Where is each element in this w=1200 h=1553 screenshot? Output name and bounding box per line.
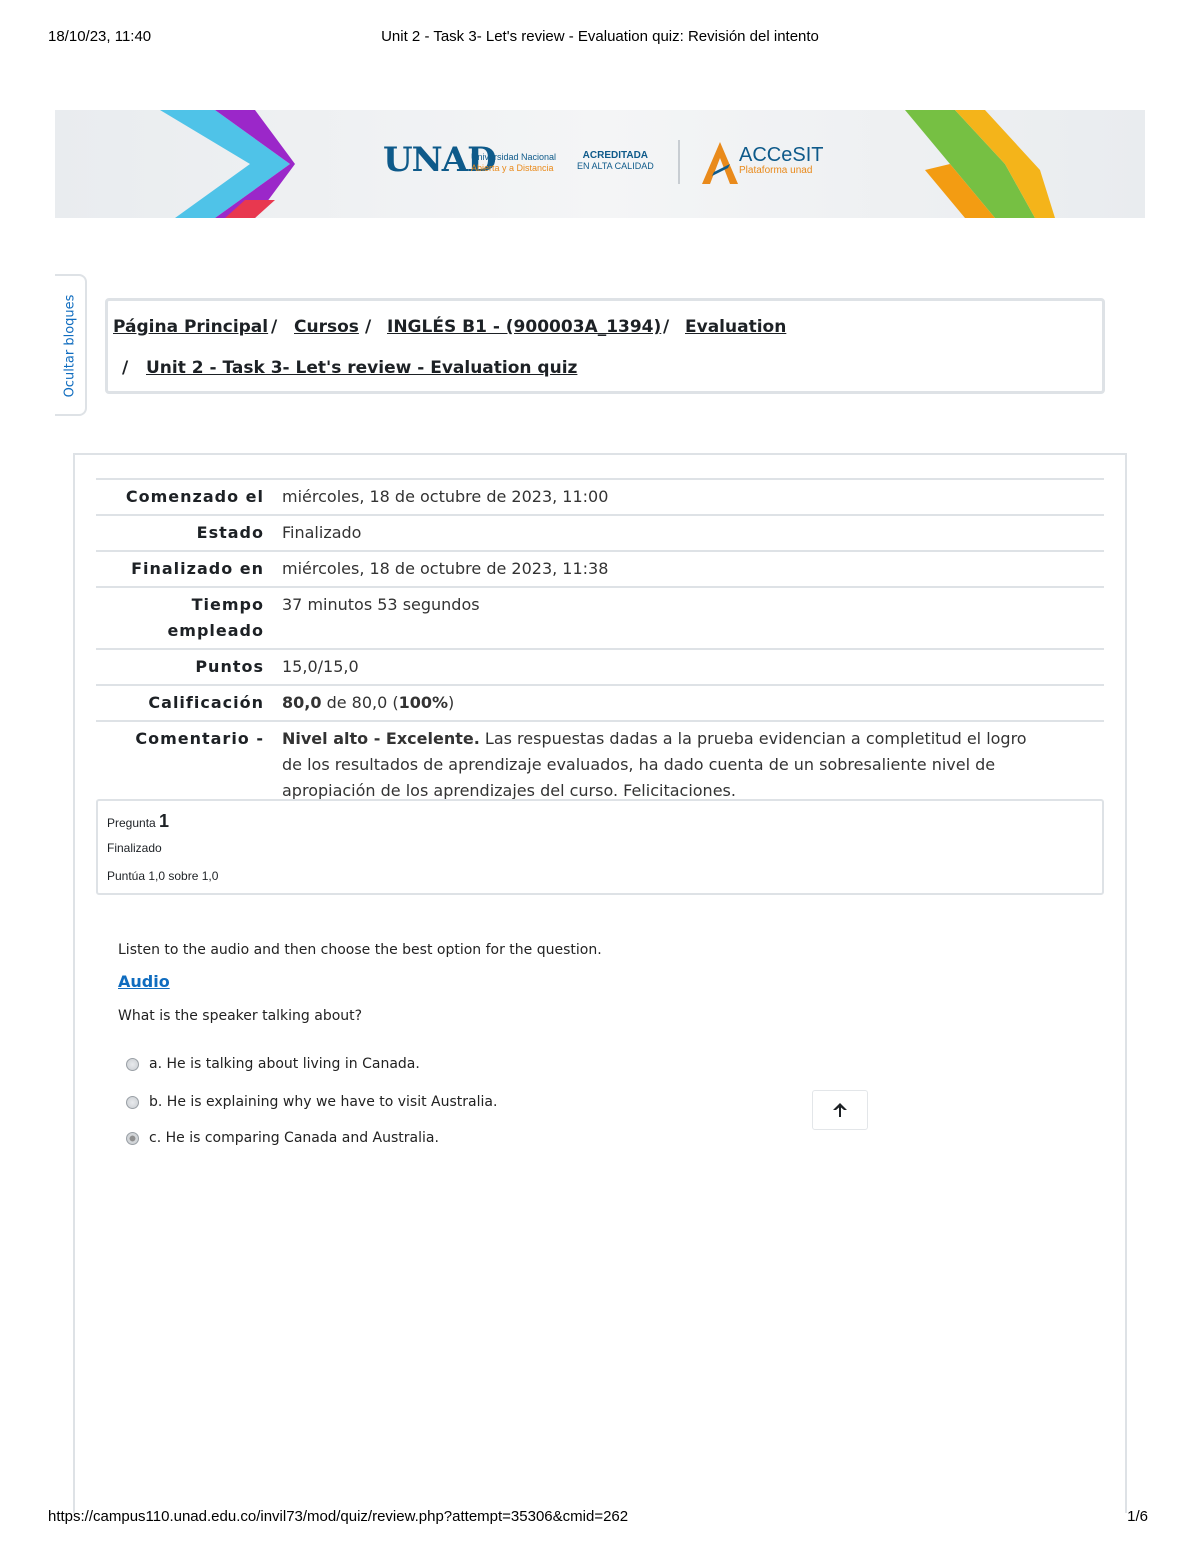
unad-subtitle-line-2: Abierta y a Distancia <box>471 163 554 173</box>
summary-row-points <box>96 649 1104 685</box>
unad-subtitle <box>471 152 556 174</box>
answer-option-label: a. He is talking about living in Canada. <box>149 1056 420 1072</box>
state-value: Finalizado <box>282 523 362 542</box>
summary-row-finished <box>96 551 1104 587</box>
grade-label: Calificación <box>148 693 264 712</box>
summary-row-time <box>96 587 1104 649</box>
accesit-mark-icon <box>700 138 740 186</box>
comment-text: Las respuestas dadas a la prueba evidencian a completitud el logro de los resultados de aprendizaje evaluados, ha dado cuenta de un sobresaliente nivel de apropiación de los aprendizajes del curso. Felicitaciones. <box>282 729 1027 800</box>
points-label: Puntos <box>195 657 264 676</box>
accesit-title: ACCeSIT <box>739 144 824 166</box>
print-date: 18/10/23, 11:40 <box>48 28 152 45</box>
grade-of: de 80,0 ( <box>321 693 399 712</box>
finished-label: Finalizado en <box>131 559 264 578</box>
comment-value <box>282 721 1104 808</box>
unad-logo-text: UNAD <box>383 140 496 180</box>
grade-score: 80,0 <box>282 693 322 712</box>
question-prompt: What is the speaker talking about? <box>118 1008 363 1024</box>
breadcrumb-separator: / <box>663 317 670 337</box>
started-label: Comenzado el <box>125 487 264 506</box>
summary-row-state <box>96 515 1104 551</box>
unad-subtitle-line-1: Universidad Nacional <box>471 152 557 162</box>
question-state: Finalizado <box>107 841 162 855</box>
question-label: Pregunta <box>107 816 156 830</box>
grade-close: ) <box>448 693 455 712</box>
print-title: Unit 2 - Task 3- Let's review - Evaluation quiz: Revisión del intento <box>381 28 819 45</box>
breadcrumb-separator: / <box>122 358 129 378</box>
audio-link[interactable]: Audio <box>118 972 170 991</box>
grade-percent: 100% <box>398 693 449 712</box>
summary-row-grade <box>96 685 1104 721</box>
breadcrumb-separator: / <box>271 317 278 337</box>
finished-value: miércoles, 18 de octubre de 2023, 11:38 <box>282 559 609 578</box>
comment-label: Comentario - <box>135 729 264 748</box>
arrow-up-icon <box>832 1102 848 1118</box>
breadcrumb <box>105 298 1105 394</box>
attempt-summary-table <box>96 478 1104 808</box>
comment-level: Nivel alto - Excelente. <box>282 729 480 748</box>
accesit-subtitle: Plataforma unad <box>739 165 813 176</box>
print-url: https://campus110.unad.edu.co/invil73/mod/quiz/review.php?attempt=35306&cmid=262 <box>48 1508 629 1525</box>
question-number <box>107 811 169 832</box>
header-banner <box>55 110 1145 218</box>
question-grade: Puntúa 1,0 sobre 1,0 <box>107 869 219 883</box>
accreditation-badge <box>577 150 654 172</box>
accesit-text <box>739 144 823 176</box>
time-value: 37 minutos 53 segundos <box>282 595 480 614</box>
radio-button[interactable] <box>126 1058 139 1071</box>
print-header <box>0 28 1200 48</box>
question-number-value: 1 <box>159 811 170 831</box>
breadcrumb-section[interactable]: Evaluation <box>685 317 787 337</box>
breadcrumb-home[interactable]: Página Principal <box>113 317 269 337</box>
grade-value <box>282 685 1104 721</box>
summary-row-comment <box>96 721 1104 808</box>
answer-option-label: c. He is comparing Canada and Australia. <box>149 1130 439 1146</box>
breadcrumb-separator: / <box>365 317 372 337</box>
breadcrumb-course[interactable]: INGLÉS B1 - (900003A_1394) <box>387 317 662 337</box>
breadcrumb-quiz[interactable]: Unit 2 - Task 3- Let's review - Evaluation quiz <box>146 358 578 378</box>
back-to-top-button[interactable] <box>812 1090 868 1130</box>
state-label: Estado <box>196 523 264 542</box>
time-label: Tiempo empleado <box>167 595 264 640</box>
hide-blocks-label: Ocultar bloques <box>62 294 78 398</box>
radio-button-selected[interactable] <box>126 1132 139 1145</box>
answer-option-c[interactable] <box>126 1130 439 1146</box>
answer-option-label: b. He is explaining why we have to visit Australia. <box>149 1094 498 1110</box>
question-info-box <box>96 799 1104 895</box>
hide-blocks-toggle[interactable] <box>55 274 87 416</box>
question-instruction: Listen to the audio and then choose the best option for the question. <box>118 942 602 958</box>
summary-row-started <box>96 479 1104 515</box>
accreditation-line-1: ACREDITADA <box>582 150 649 161</box>
answer-option-b[interactable] <box>126 1094 497 1110</box>
print-page-number: 1/6 <box>1127 1508 1148 1525</box>
answer-option-a[interactable] <box>126 1056 420 1072</box>
accreditation-line-2: EN ALTA CALIDAD <box>577 161 654 171</box>
breadcrumb-courses[interactable]: Cursos <box>294 317 359 337</box>
started-value: miércoles, 18 de octubre de 2023, 11:00 <box>282 487 609 506</box>
radio-button[interactable] <box>126 1096 139 1109</box>
points-value: 15,0/15,0 <box>282 657 359 676</box>
